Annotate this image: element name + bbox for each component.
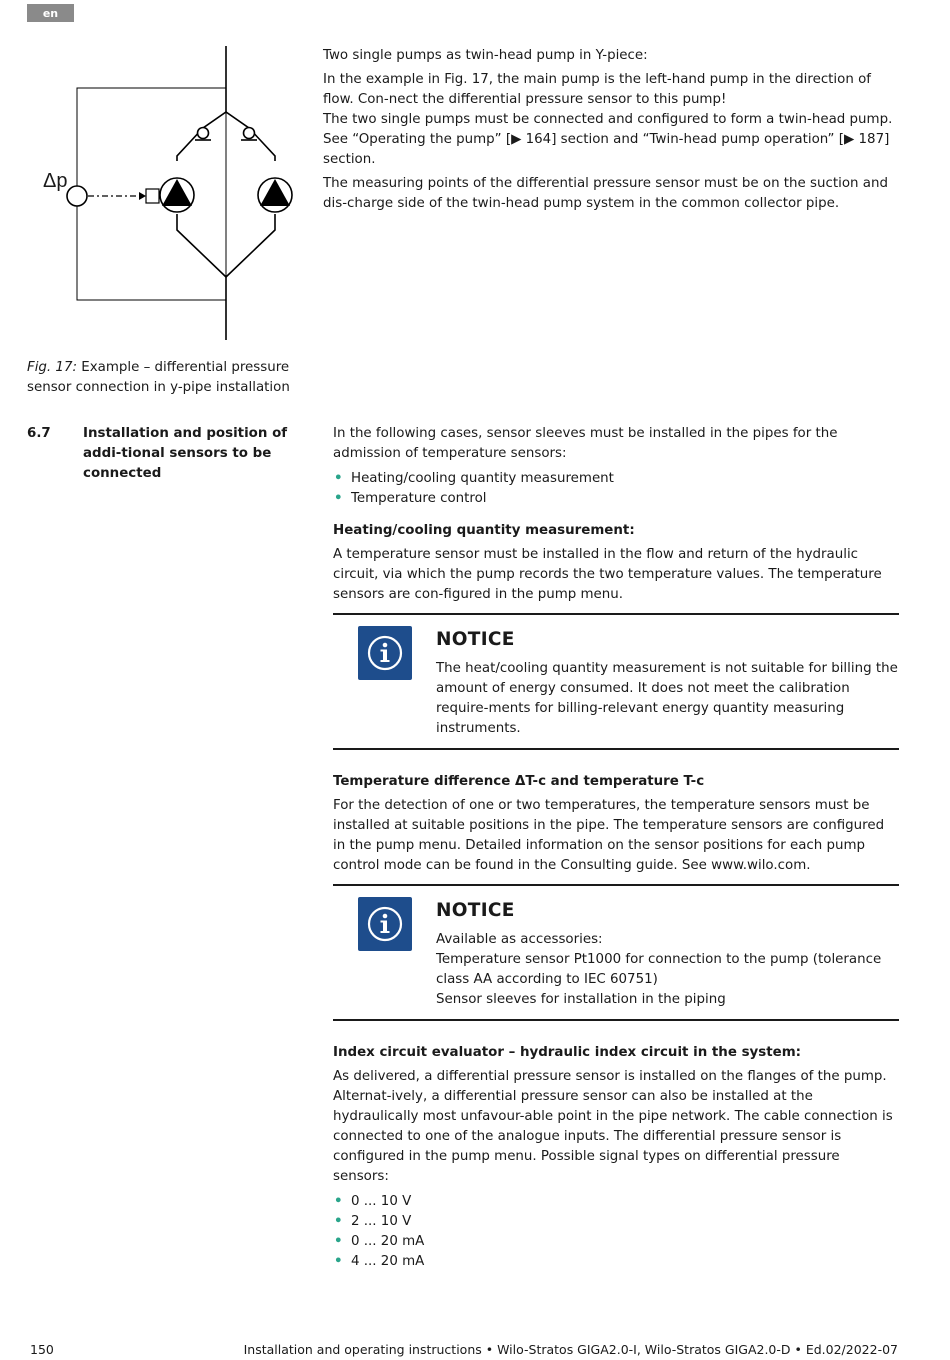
case-list [333, 469, 899, 509]
link-arrow-icon[interactable]: ▶ [843, 132, 855, 147]
valve-right [244, 128, 255, 139]
language-tab: en [27, 4, 74, 22]
notice-box-1 [333, 613, 899, 750]
intro-p1: Two single pumps as twin-head pump in Y-piece: [323, 48, 648, 63]
notice-line: Available as accessories: [436, 932, 603, 947]
intro-text [323, 46, 903, 218]
list-item: • 2 ... 10 V [334, 1214, 412, 1229]
intro-p4: The measuring points of the differential pressure sensor must be on the suction and dis-charge side of the twin-head pump system in the common collector pipe. [323, 176, 888, 211]
dp-sensor-circle [67, 186, 87, 206]
dp-label: Δp [43, 170, 68, 192]
link-arrow-icon[interactable]: ▶ [511, 132, 522, 147]
list-item: • Temperature control [334, 491, 487, 506]
signal-type-list [333, 1192, 899, 1272]
heading-heat-quantity: Heating/cooling quantity measurement: [333, 523, 635, 538]
notice-text: The heat/cooling quantity measurement is not suitable for billing the amount of energy consumed. It does not meet the calibration require-ments for billing-relevant energy quantity measuring instruments. [436, 661, 898, 736]
notice-line: Temperature sensor Pt1000 for connection to the pump (tolerance class AA according to IEC 60751) [436, 952, 882, 987]
figure-caption [27, 358, 307, 398]
heading-temp-difference: Temperature difference ΔT-c and temperature T-c [333, 774, 705, 789]
temp-difference-text: For the detection of one or two temperatures, the temperature sensors must be installed at suitable positions in the pipe. The temperature sensors are configured in the pump menu. Detailed information on the sensor positions for each pump control mode can be found in the Consulting guide. See www.wilo.com. [333, 798, 885, 873]
section-body [333, 424, 899, 1280]
list-item: • 4 ... 20 mA [334, 1254, 425, 1269]
notice-title: NOTICE [436, 629, 515, 650]
list-item: • 0 ... 20 mA [334, 1234, 425, 1249]
footer-text: Installation and operating instructions • Wilo-Stratos GIGA2.0-I, Wilo-Stratos GIGA2.0-D • Ed.02/2022-07 [243, 1342, 898, 1357]
intro-p3: The two single pumps must be connected and configured to form a twin-head pump. See “Operating the pump” [▶ 164] section and “Twin-head pump operation” [▶ 187] section. [323, 112, 893, 167]
figure-ref: Fig. 17: [27, 360, 77, 375]
sensor-input-box [146, 189, 159, 203]
section-title: Installation and position of addi-tional sensors to be connected [83, 426, 288, 481]
index-circuit-text: As delivered, a differential pressure sensor is installed on the flanges of the pump. Alternat-ively, a differential pressure sensor can also be installed at the hydraulically most unfavour-able point in the pipe network. The cable connection is connected to one of the analogue inputs. The differential pressure sensor is configured in the pump menu. Possible signal types on differential pressure sensors: [333, 1069, 893, 1184]
intro-p2: In the example in Fig. 17, the main pump is the left-hand pump in the direction of flow. Con-nect the differential pressure sensor to this pump! [323, 72, 871, 107]
section-number: 6.7 [27, 426, 51, 441]
heading-index-circuit: Index circuit evaluator – hydraulic index circuit in the system: [333, 1045, 802, 1060]
valve-left [198, 128, 209, 139]
fig17-diagram [27, 44, 307, 344]
page-number: 150 [30, 1342, 54, 1357]
notice-line: Sensor sleeves for installation in the piping [436, 992, 726, 1007]
heat-quantity-text: A temperature sensor must be installed in the flow and return of the hydraulic circuit, via which the pump records the two temperature values. The temperature sensors are con-figured in the pump menu. [333, 547, 882, 602]
notice-title: NOTICE [436, 900, 515, 921]
notice-box-2 [333, 884, 899, 1021]
list-item: • Heating/cooling quantity measurement [334, 471, 614, 486]
info-icon [358, 626, 412, 680]
info-icon [358, 897, 412, 951]
figure-caption-text: Example – differential pressure sensor connection in y-pipe installation [27, 360, 290, 395]
list-item: • 0 ... 10 V [334, 1194, 412, 1209]
section-lead: In the following cases, sensor sleeves must be installed in the pipes for the admission of temperature sensors: [333, 426, 838, 461]
